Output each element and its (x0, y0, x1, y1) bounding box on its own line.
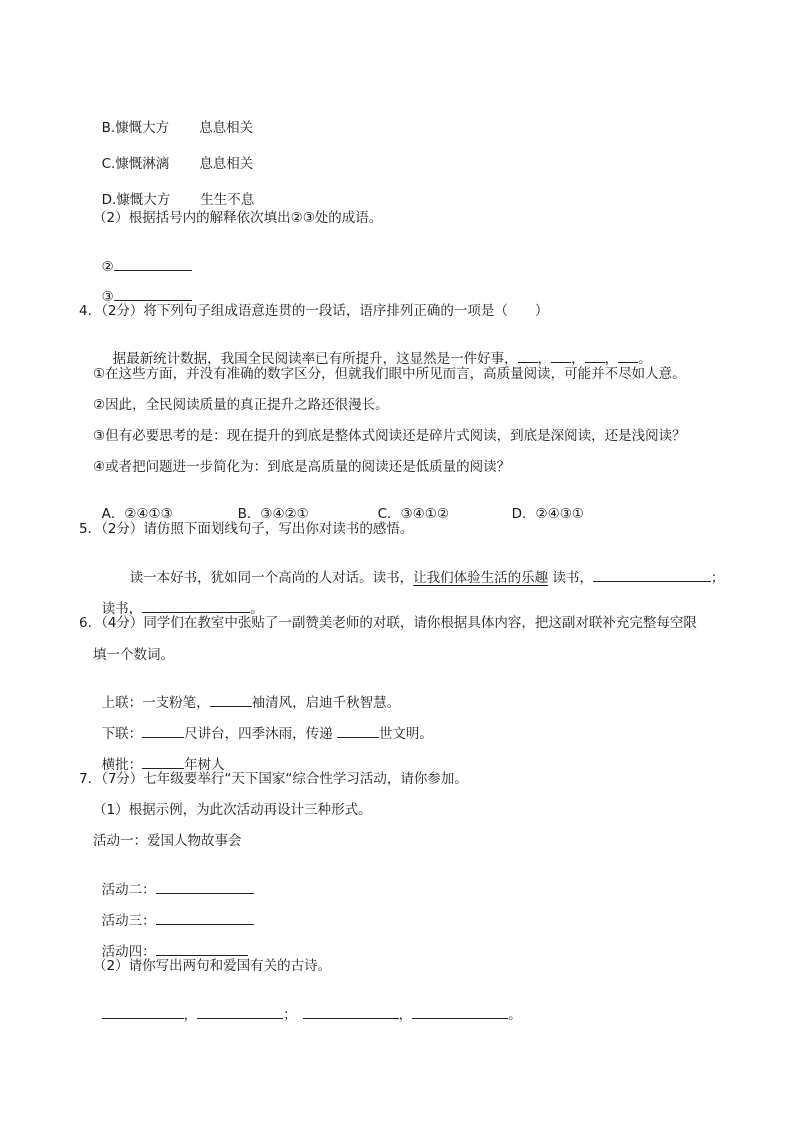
q4-blank-1[interactable] (518, 350, 538, 363)
q4-option-b[interactable]: B．③④②① (237, 506, 309, 522)
q4-option-d[interactable]: D．②④③① (511, 506, 584, 522)
q7-activity-4-blank[interactable] (156, 943, 248, 956)
q7-poem-blank-1[interactable] (102, 1006, 184, 1019)
q3-blank-2 (93, 242, 192, 275)
q7-activity-2-blank[interactable] (156, 881, 254, 894)
q4-blank-2[interactable] (551, 350, 571, 363)
q6-blank-upper[interactable] (210, 694, 252, 707)
q3-option-c-left: C.慷慨淋漓 (101, 156, 170, 172)
q7-activity-3 (93, 896, 254, 929)
q4-option-c[interactable]: C．③④①② (377, 506, 449, 522)
q7-poem-comma-1: ， (183, 1007, 198, 1023)
q5-blank-1[interactable] (593, 569, 711, 582)
q6-horiz-post: 年树人 (184, 757, 225, 773)
q6-lower-post: 世文明。 (378, 726, 433, 742)
q5-text (121, 553, 724, 586)
q4-blank-4[interactable] (618, 350, 638, 363)
q3-blank-3 (93, 272, 192, 305)
q7-stem: 7．（7分）七年级要举行“天下国家“综合性学习活动，请你参加。 (79, 771, 468, 787)
q4-sentence-1: ①在这些方面，并没有准确的数字区分，但就我们眼中所见而言，高质量阅读，可能并不尽如人意。 (93, 366, 686, 382)
q4-blank-3[interactable] (585, 350, 605, 363)
q7-activity-4-label: 活动四： (101, 944, 156, 960)
q7-poem-blank-3[interactable] (303, 1006, 399, 1019)
q6-lower-couplet (93, 709, 433, 742)
q3-option-b (93, 104, 253, 136)
q7-poem-blank-2[interactable] (197, 1006, 283, 1019)
q6-stem-1: 6．（4分）同学们在教室中张贴了一副赞美老师的对联，请你根据具体内容，把这副对联补充完整每空限 (79, 615, 697, 631)
q7-sub2-prompt: （2）请你写出两句和爱国有关的古诗。 (93, 958, 332, 974)
q6-upper-couplet (93, 678, 400, 711)
q3-blank-3-line[interactable] (114, 288, 192, 301)
q7-activity-4 (93, 927, 248, 960)
q4-lead: 据最新统计数据，我国全民阅读率已有所提升，这显然是一件好事， ， ， ， 。 (112, 351, 652, 367)
q5-line2 (93, 584, 264, 617)
q4-lead-end: 。 (638, 351, 652, 367)
q3-option-d (93, 176, 254, 208)
q7-poem-period: 。 (508, 1007, 522, 1023)
q6-lower-pre: 下联： (101, 726, 143, 742)
q5-line2-pre: 读书， (101, 601, 143, 617)
q5-text-pre: 读一本好书，犹如同一个高尚的人对话。读书， (129, 570, 414, 586)
q5-line2-end: 。 (250, 601, 264, 617)
q7-poem-blank-4[interactable] (412, 1006, 508, 1019)
q7-activity-3-blank[interactable] (156, 912, 254, 925)
q6-horiz-pre: 横批： (101, 757, 143, 773)
q3-option-c (93, 140, 253, 172)
q3-option-d-left: D.慷慨大方 (101, 192, 171, 208)
q3-option-b-right: 息息相关 (199, 120, 254, 136)
q5-stem: 5．（2分）请仿照下面划线句子，写出你对读书的感悟。 (79, 521, 414, 537)
q6-blank-lower-1[interactable] (142, 725, 184, 738)
q6-upper-post: 袖清风，启迪千秋智慧。 (251, 695, 401, 711)
q3-option-b-left: B.慷慨大方 (101, 120, 170, 136)
q4-lead-text: 据最新统计数据，我国全民阅读率已有所提升，这显然是一件好事， (112, 351, 518, 367)
q7-sub1-prompt: （1）根据示例，为此次活动再设计三种形式。 (93, 802, 372, 818)
q7-activity-2 (93, 865, 254, 898)
q3-option-d-right: 生生不息 (200, 192, 255, 208)
q6-stem-2: 填一个数词。 (93, 647, 174, 663)
q3-blank-2-line[interactable] (114, 258, 192, 271)
q6-horizontal-scroll (93, 740, 225, 773)
q7-poem-comma-2: ， (398, 1007, 413, 1023)
q6-lower-mid: 尺讲台，四季沐雨，传递 (184, 726, 337, 742)
q7-activity-3-label: 活动三： (101, 913, 156, 929)
q7-activity-2-label: 活动二： (101, 882, 156, 898)
q7-poem-semicolon: ； (283, 1007, 297, 1023)
q5-text-end: ； (710, 570, 725, 586)
q3-sub2-prompt: （2）根据括号内的解释依次填出②③处的成语。 (93, 210, 383, 226)
q7-poem-lines (93, 990, 522, 1023)
q3-option-c-right: 息息相关 (199, 156, 254, 172)
q4-sentence-4: ④或者把问题进一步简化为：到底是高质量的阅读还是低质量的阅读？ (93, 459, 511, 475)
q6-blank-lower-2[interactable] (337, 725, 379, 738)
q5-blank-2[interactable] (142, 600, 250, 613)
q6-upper-pre: 上联：一支粉笔， (101, 695, 210, 711)
q3-blank-2-label: ② (101, 259, 114, 275)
q5-text-mid: 读书， (548, 570, 593, 586)
q3-blank-3-label: ③ (101, 289, 114, 305)
q4-sentence-2: ②因此，全民阅读质量的真正提升之路还很漫长。 (93, 397, 389, 413)
q4-sentence-3: ③但有必要思考的是：现在提升的到底是整体式阅读还是碎片式阅读，到底是深阅读，还是浅阅读？ (93, 428, 686, 444)
q4-option-a[interactable]: A．②④①③ (101, 506, 173, 522)
q6-blank-horiz[interactable] (142, 756, 184, 769)
q4-options (93, 490, 584, 522)
q7-activity-1: 活动一：爱国人物故事会 (93, 833, 242, 849)
q5-underlined-sentence: 让我们体验生活的乐趣 (413, 570, 549, 586)
q4-stem: 4．（2分）将下列句子组成语意连贯的一段话，语序排列正确的一项是（ ） (79, 303, 549, 319)
